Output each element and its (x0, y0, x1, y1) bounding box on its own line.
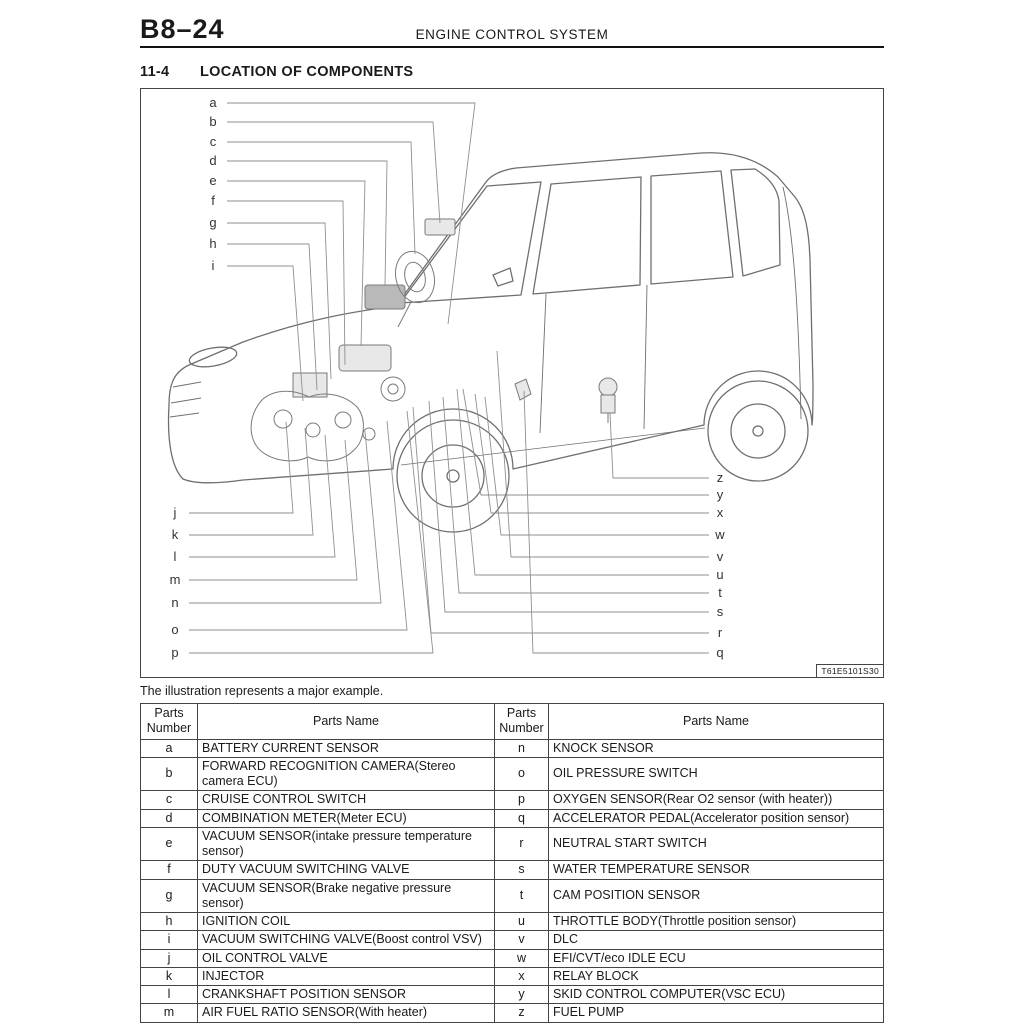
parts-name-cell: OIL PRESSURE SWITCH (549, 757, 884, 791)
figure-caption: The illustration represents a major example. (140, 684, 384, 698)
parts-number-cell: r (495, 827, 549, 861)
callout-letter: g (209, 215, 217, 230)
car-diagram (141, 89, 883, 677)
fuel-pump-assembly (599, 378, 617, 423)
callout-letter: v (716, 549, 724, 564)
header-parts-number-right: Parts Number (495, 704, 549, 740)
callout-line (485, 397, 709, 535)
rear-hub (753, 426, 763, 436)
rear-door-window (651, 171, 733, 284)
table-row (141, 913, 884, 931)
accelerator-pedal-part (515, 379, 531, 400)
table-row (141, 757, 884, 791)
parts-name-cell: CRANKSHAFT POSITION SENSOR (198, 986, 495, 1004)
parts-number-cell: z (495, 1004, 549, 1022)
parts-name-cell: OXYGEN SENSOR(Rear O2 sensor (with heater)) (549, 791, 884, 809)
car-illustration (169, 153, 813, 483)
parts-number-cell: v (495, 931, 549, 949)
parts-number-cell: j (141, 949, 198, 967)
component-location-figure (140, 88, 884, 678)
parts-name-cell: COMBINATION METER(Meter ECU) (198, 809, 495, 827)
parts-number-cell: f (141, 861, 198, 879)
table-header-row (141, 704, 884, 740)
callout-letter: c (209, 134, 217, 149)
parts-number-cell: k (141, 967, 198, 985)
parts-name-cell: EFI/CVT/eco IDLE ECU (549, 949, 884, 967)
header-parts-number-left: Parts Number (141, 704, 198, 740)
page-header (140, 10, 884, 48)
rear-tire (708, 381, 808, 481)
parts-number-cell: a (141, 739, 198, 757)
parts-name-cell: OIL CONTROL VALVE (198, 949, 495, 967)
rear-rim (731, 404, 785, 458)
header-parts-name-right: Parts Name (549, 704, 884, 740)
parts-name-cell: INJECTOR (198, 967, 495, 985)
callout-line (610, 413, 709, 478)
door-seam-front (540, 294, 546, 433)
table-row (141, 1004, 884, 1022)
callout-letter: y (716, 487, 724, 502)
parts-name-cell: KNOCK SENSOR (549, 739, 884, 757)
callout-letter: u (716, 567, 724, 582)
parts-name-cell: CAM POSITION SENSOR (549, 879, 884, 913)
parts-table-body (141, 739, 884, 1022)
callout-line (189, 428, 313, 535)
rear-wheel (708, 381, 808, 481)
table-row (141, 827, 884, 861)
callout-letter: z (716, 470, 724, 485)
callout-letter: w (715, 527, 725, 542)
callout-letter: n (171, 595, 179, 610)
callout-line (189, 440, 357, 580)
section-number: 11-4 (140, 64, 170, 80)
parts-number-cell: u (495, 913, 549, 931)
table-row (141, 791, 884, 809)
callout-letter: b (209, 114, 217, 129)
parts-number-cell: n (495, 739, 549, 757)
parts-number-cell: l (141, 986, 198, 1004)
parts-number-cell: y (495, 986, 549, 1004)
parts-number-cell: g (141, 879, 198, 913)
parts-name-cell: NEUTRAL START SWITCH (549, 827, 884, 861)
callout-line (463, 389, 709, 495)
battery (293, 373, 327, 397)
callout-letter: m (169, 572, 181, 587)
parts-name-cell: RELAY BLOCK (549, 967, 884, 985)
side-mirror (493, 268, 513, 286)
parts-number-cell: w (495, 949, 549, 967)
table-row (141, 949, 884, 967)
callout-letter: t (718, 585, 722, 600)
parts-number-cell: m (141, 1004, 198, 1022)
callout-letter: r (717, 625, 723, 640)
callout-line (227, 122, 440, 223)
parts-name-cell: IGNITION COIL (198, 913, 495, 931)
callout-line (189, 435, 335, 557)
parts-number-cell: q (495, 809, 549, 827)
parts-number-cell: x (495, 967, 549, 985)
parts-name-cell: FORWARD RECOGNITION CAMERA(Stereo camera ECU) (198, 757, 495, 791)
parts-number-cell: p (495, 791, 549, 809)
parts-name-cell: VACUUM SENSOR(Brake negative pressure sensor) (198, 879, 495, 913)
parts-table (140, 703, 884, 1023)
callout-line (189, 422, 293, 513)
parts-number-cell: o (495, 757, 549, 791)
callout-line (227, 266, 303, 401)
callout-letter: a (209, 95, 217, 110)
parts-number-cell: t (495, 879, 549, 913)
callout-letter: p (171, 645, 179, 660)
parts-number-cell: i (141, 931, 198, 949)
door-seam-rear (644, 285, 647, 429)
callout-letter: f (211, 193, 215, 208)
callout-letter: d (209, 153, 217, 168)
parts-name-cell: CRUISE CONTROL SWITCH (198, 791, 495, 809)
parts-name-cell: THROTTLE BODY(Throttle position sensor) (549, 913, 884, 931)
header-parts-name-left: Parts Name (198, 704, 495, 740)
table-row (141, 986, 884, 1004)
parts-number-cell: h (141, 913, 198, 931)
grille-lines (170, 382, 201, 417)
callout-letter: l (173, 549, 177, 564)
parts-number-cell: s (495, 861, 549, 879)
engine-components (251, 219, 617, 461)
rear-hatch-line (783, 187, 801, 419)
figure-code: T61E5101S30 (816, 664, 883, 677)
callout-letter: s (716, 604, 724, 619)
callout-line (189, 431, 381, 603)
parts-number-cell: e (141, 827, 198, 861)
callout-letter: o (171, 622, 179, 637)
parts-name-cell: FUEL PUMP (549, 1004, 884, 1022)
table-row (141, 739, 884, 757)
windshield (400, 182, 541, 303)
callout-letter: i (211, 258, 215, 273)
parts-name-cell: DLC (549, 931, 884, 949)
table-row (141, 931, 884, 949)
page-content (140, 10, 884, 1023)
table-row (141, 879, 884, 913)
callout-line (413, 407, 709, 633)
callout-letter: h (209, 236, 217, 251)
rear-quarter-window (731, 169, 780, 276)
callout-line (189, 421, 407, 630)
page-number: B8–24 (140, 14, 225, 44)
section-title: LOCATION OF COMPONENTS (200, 64, 414, 80)
parts-name-cell: ACCELERATOR PEDAL(Accelerator position sensor) (549, 809, 884, 827)
front-door-window (533, 177, 641, 294)
callout-letter: j (173, 505, 177, 520)
parts-number-cell: d (141, 809, 198, 827)
front-rim (422, 445, 484, 507)
parts-name-cell: SKID CONTROL COMPUTER(VSC ECU) (549, 986, 884, 1004)
table-row (141, 861, 884, 879)
headlight (188, 344, 238, 370)
callout-line (227, 103, 475, 324)
car-body-outline (169, 153, 813, 483)
parts-name-cell: WATER TEMPERATURE SENSOR (549, 861, 884, 879)
parts-name-cell: VACUUM SWITCHING VALVE(Boost control VSV) (198, 931, 495, 949)
callout-letter: q (716, 645, 724, 660)
callout-letter: k (171, 527, 179, 542)
parts-number-cell: c (141, 791, 198, 809)
header-title: ENGINE CONTROL SYSTEM (415, 27, 609, 42)
parts-name-cell: DUTY VACUUM SWITCHING VALVE (198, 861, 495, 879)
callout-letter: e (209, 173, 217, 188)
table-row (141, 967, 884, 985)
air-cleaner-box (339, 345, 391, 371)
parts-name-cell: AIR FUEL RATIO SENSOR(With heater) (198, 1004, 495, 1022)
table-row (141, 809, 884, 827)
section-heading (140, 64, 884, 80)
parts-name-cell: BATTERY CURRENT SENSOR (198, 739, 495, 757)
parts-name-cell: VACUUM SENSOR(intake pressure temperature sensor) (198, 827, 495, 861)
callout-letter: x (716, 505, 724, 520)
parts-number-cell: b (141, 757, 198, 791)
